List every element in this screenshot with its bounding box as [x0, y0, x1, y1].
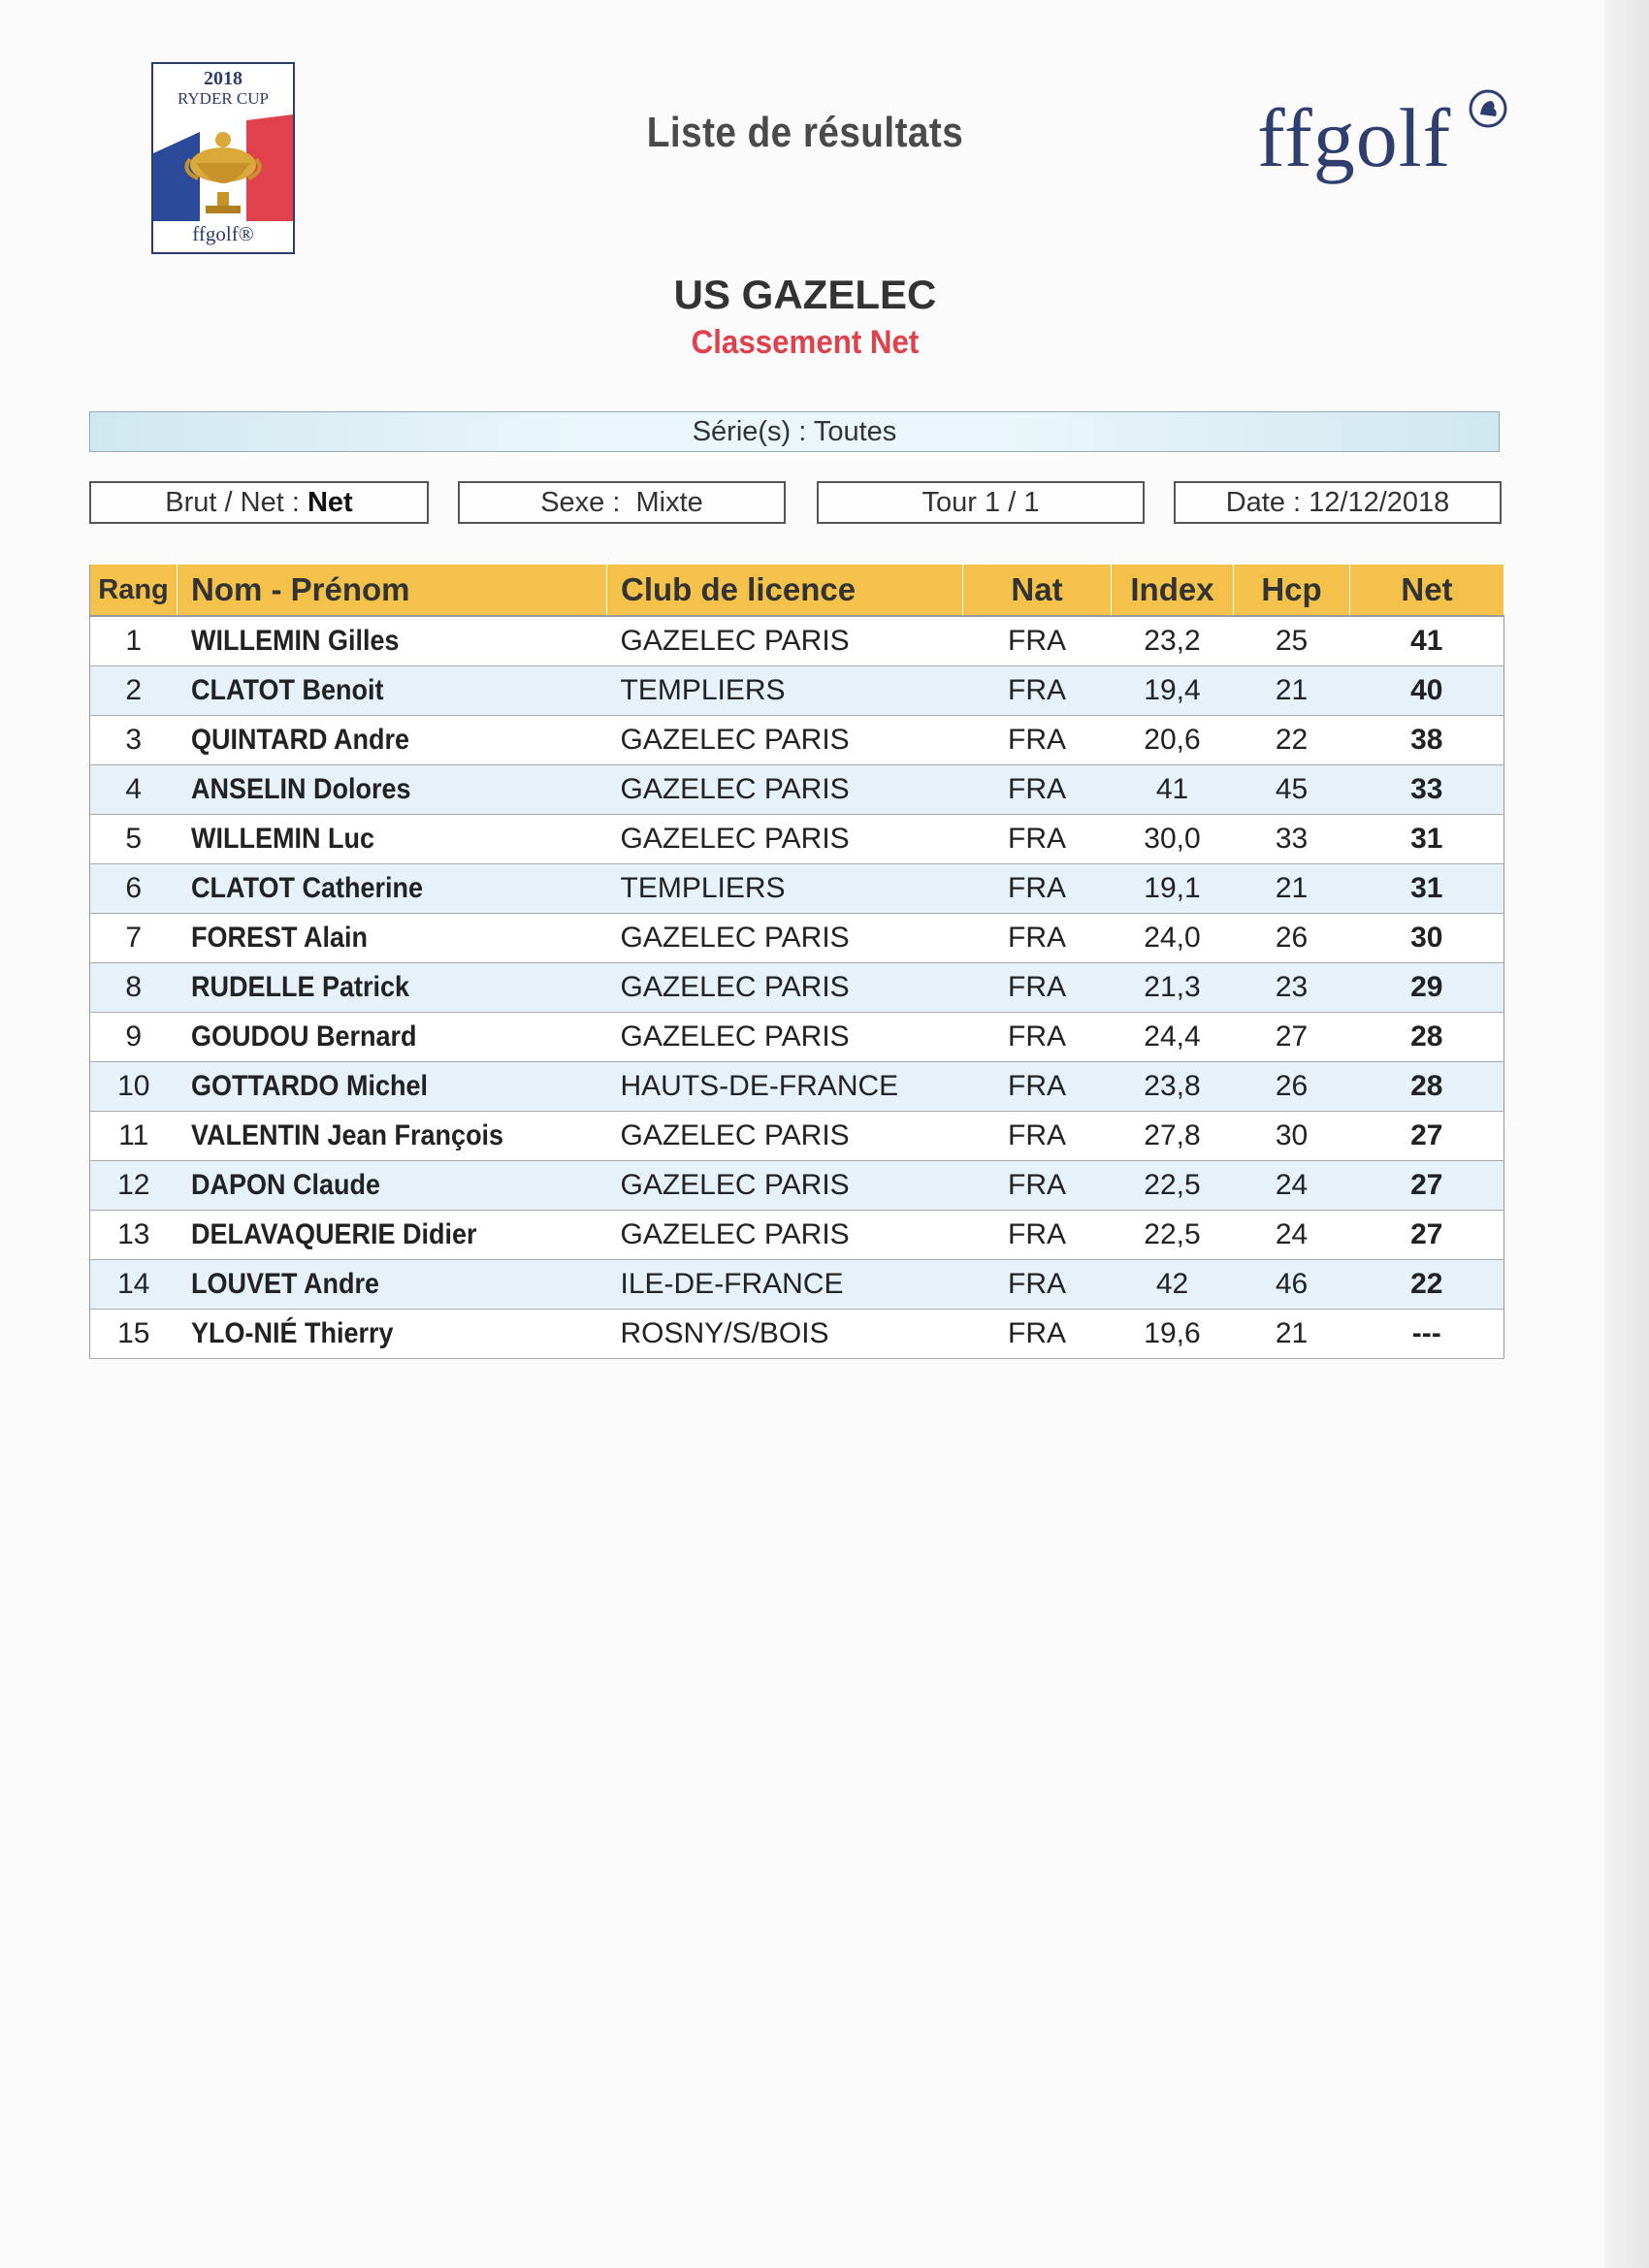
cell-rang-text: 5	[125, 823, 143, 855]
cell-hcp-text: 21	[1275, 1317, 1309, 1349]
cell-hcp	[1234, 1013, 1350, 1062]
cell-nat	[963, 1112, 1112, 1161]
cell-index	[1112, 815, 1234, 864]
club-title: US GAZELEC	[673, 272, 937, 317]
cell-rang	[90, 616, 178, 666]
cell-club	[607, 1161, 963, 1211]
cell-rang-text: 14	[117, 1268, 150, 1300]
cell-nom	[178, 765, 607, 815]
cell-rang-text: 3	[125, 724, 143, 756]
cell-rang-text: 13	[117, 1218, 150, 1250]
cell-hcp	[1234, 1062, 1350, 1112]
cell-index	[1112, 914, 1234, 963]
cell-rang	[90, 666, 178, 716]
cell-nom-text: VALENTIN Jean François	[190, 1119, 503, 1151]
cell-nat-text: FRA	[1008, 1070, 1066, 1102]
cell-nat	[963, 1013, 1112, 1062]
cell-index-text: 22,5	[1144, 1218, 1201, 1250]
cell-rang	[90, 1062, 178, 1112]
cell-index	[1112, 1211, 1234, 1260]
cell-nom	[178, 815, 607, 864]
cell-nat-text: FRA	[1008, 674, 1066, 706]
cell-nat-text: FRA	[1008, 1317, 1066, 1349]
cell-club	[607, 666, 963, 716]
cell-net	[1350, 963, 1504, 1013]
cell-net	[1350, 666, 1504, 716]
cell-net	[1350, 1062, 1504, 1112]
cell-index-text: 23,2	[1144, 625, 1201, 657]
header-net: Net	[1350, 565, 1504, 616]
cell-nat	[963, 616, 1112, 666]
ffgolf-brand-logo: ffgolf	[1257, 91, 1452, 184]
cell-nom-text: CLATOT Catherine	[190, 872, 423, 904]
cell-hcp-text: 26	[1275, 922, 1309, 954]
cell-net-text: 30	[1410, 922, 1443, 954]
cell-club	[607, 716, 963, 765]
table-row	[90, 1013, 1504, 1062]
cell-hcp	[1234, 1112, 1350, 1161]
cell-nom-text: QUINTARD Andre	[190, 724, 409, 756]
cell-club	[607, 1062, 963, 1112]
cell-rang-text: 10	[117, 1070, 150, 1102]
sexe-box: Sexe : Mixte	[458, 481, 786, 524]
tour-box: Tour 1 / 1	[817, 481, 1145, 524]
cell-rang	[90, 1013, 178, 1062]
cell-hcp	[1234, 1260, 1350, 1310]
cell-nat	[963, 666, 1112, 716]
cell-rang-text: 2	[125, 674, 143, 706]
cell-club	[607, 1260, 963, 1310]
cell-nat	[963, 864, 1112, 914]
cell-index	[1112, 1062, 1234, 1112]
ryder-cup-name: RYDER CUP	[178, 89, 269, 108]
cell-club-text: GAZELEC PARIS	[620, 971, 850, 1003]
rooster-icon	[1467, 87, 1509, 130]
cell-index	[1112, 666, 1234, 716]
cell-nat-text: FRA	[1008, 1268, 1066, 1300]
cell-index	[1112, 765, 1234, 815]
cell-net-text: 29	[1410, 971, 1443, 1003]
table-row	[90, 815, 1504, 864]
cell-index-text: 30,0	[1144, 823, 1201, 855]
cell-club	[607, 1310, 963, 1359]
cell-club-text: GAZELEC PARIS	[620, 773, 850, 805]
cell-net	[1350, 1260, 1504, 1310]
cell-net	[1350, 914, 1504, 963]
header-nom: Nom - Prénom	[178, 565, 607, 616]
cell-club	[607, 914, 963, 963]
cell-index	[1112, 716, 1234, 765]
table-row	[90, 1260, 1504, 1310]
cell-index	[1112, 1310, 1234, 1359]
cell-nom-text: DELAVAQUERIE Didier	[190, 1218, 477, 1250]
cell-club	[607, 963, 963, 1013]
date-box: Date : 12/12/2018	[1174, 481, 1502, 524]
cell-club	[607, 864, 963, 914]
cell-hcp	[1234, 1161, 1350, 1211]
cell-nat	[963, 765, 1112, 815]
cell-hcp	[1234, 815, 1350, 864]
cell-rang-text: 9	[125, 1021, 143, 1053]
table-row	[90, 864, 1504, 914]
cell-rang-text: 1	[125, 625, 143, 657]
cell-index-text: 41	[1155, 773, 1189, 805]
cell-nom	[178, 1260, 607, 1310]
cell-nat-text: FRA	[1008, 872, 1066, 904]
header-rang: Rang	[90, 565, 178, 616]
cell-nom	[178, 1310, 607, 1359]
cell-net	[1350, 1013, 1504, 1062]
cell-net	[1350, 716, 1504, 765]
table-row	[90, 716, 1504, 765]
cell-club	[607, 616, 963, 666]
header-index: Index	[1112, 565, 1234, 616]
cell-net	[1350, 1161, 1504, 1211]
table-row	[90, 1211, 1504, 1260]
cell-hcp-text: 24	[1275, 1169, 1309, 1201]
results-body	[90, 616, 1504, 1359]
cell-club	[607, 815, 963, 864]
ryder-cup-logo	[151, 62, 295, 254]
cell-nat-text: FRA	[1008, 1169, 1066, 1201]
cell-hcp-text: 26	[1275, 1070, 1309, 1102]
cell-rang	[90, 716, 178, 765]
cell-nom-text: LOUVET Andre	[190, 1268, 379, 1300]
cell-nat	[963, 1310, 1112, 1359]
cell-index	[1112, 963, 1234, 1013]
cell-nom	[178, 616, 607, 666]
cell-nat-text: FRA	[1008, 773, 1066, 805]
cell-hcp-text: 46	[1275, 1268, 1309, 1300]
cell-rang-text: 8	[125, 971, 143, 1003]
cell-rang-text: 15	[117, 1317, 150, 1349]
cell-rang-text: 7	[125, 922, 143, 954]
cell-index-text: 24,0	[1144, 922, 1201, 954]
trophy-flag-icon	[153, 114, 293, 221]
cell-rang	[90, 815, 178, 864]
cell-index-text: 24,4	[1144, 1021, 1201, 1053]
cell-nom	[178, 1062, 607, 1112]
cell-hcp	[1234, 765, 1350, 815]
cell-nom-text: DAPON Claude	[190, 1169, 380, 1201]
cell-club-text: GAZELEC PARIS	[620, 1021, 850, 1053]
cell-net	[1350, 616, 1504, 666]
cell-rang	[90, 914, 178, 963]
cell-nat	[963, 815, 1112, 864]
ryder-ffgolf-text: ffgolf®	[192, 222, 254, 245]
cell-rang	[90, 1310, 178, 1359]
cell-club-text: GAZELEC PARIS	[620, 823, 850, 855]
cell-nat-text: FRA	[1008, 724, 1066, 756]
cell-club-text: TEMPLIERS	[620, 872, 786, 904]
cell-net-text: 40	[1410, 674, 1443, 706]
cell-index-text: 21,3	[1144, 971, 1201, 1003]
table-row	[90, 963, 1504, 1013]
cell-nom-text: FOREST Alain	[190, 922, 368, 954]
cell-index-text: 19,4	[1144, 674, 1201, 706]
cell-net	[1350, 1211, 1504, 1260]
cell-nat-text: FRA	[1008, 1218, 1066, 1250]
header-club: Club de licence	[607, 565, 963, 616]
cell-index-text: 27,8	[1144, 1119, 1201, 1151]
cell-nom	[178, 716, 607, 765]
cell-nom	[178, 1112, 607, 1161]
cell-nat-text: FRA	[1008, 1119, 1066, 1151]
cell-hcp-text: 33	[1275, 823, 1309, 855]
cell-club-text: GAZELEC PARIS	[620, 1119, 850, 1151]
cell-rang	[90, 1211, 178, 1260]
cell-club	[607, 1013, 963, 1062]
cell-rang	[90, 1112, 178, 1161]
cell-club	[607, 765, 963, 815]
cell-club-text: ROSNY/S/BOIS	[620, 1317, 829, 1349]
results-table	[89, 565, 1504, 1359]
cell-hcp-text: 24	[1275, 1218, 1309, 1250]
cell-hcp-text: 30	[1275, 1119, 1309, 1151]
cell-index	[1112, 864, 1234, 914]
cell-net-text: ---	[1411, 1317, 1441, 1349]
cell-net-text: 41	[1410, 625, 1443, 657]
cell-nom	[178, 914, 607, 963]
cell-index-text: 20,6	[1144, 724, 1201, 756]
cell-net	[1350, 864, 1504, 914]
cell-club-text: ILE-DE-FRANCE	[620, 1268, 844, 1300]
table-row	[90, 616, 1504, 666]
cell-nat	[963, 963, 1112, 1013]
cell-hcp	[1234, 666, 1350, 716]
cell-net-text: 33	[1410, 773, 1443, 805]
cell-nat	[963, 1062, 1112, 1112]
classement-title: Classement Net	[691, 324, 920, 361]
cell-nat-text: FRA	[1008, 1021, 1066, 1053]
cell-nat-text: FRA	[1008, 625, 1066, 657]
cell-nat	[963, 716, 1112, 765]
cell-net-text: 31	[1410, 872, 1443, 904]
cell-nom	[178, 1013, 607, 1062]
cell-index	[1112, 616, 1234, 666]
cell-nom	[178, 864, 607, 914]
cell-net	[1350, 1310, 1504, 1359]
cell-index-text: 22,5	[1144, 1169, 1201, 1201]
cell-index	[1112, 1013, 1234, 1062]
table-header-row	[90, 565, 1504, 616]
cell-hcp	[1234, 963, 1350, 1013]
cell-club	[607, 1211, 963, 1260]
cell-nat	[963, 1161, 1112, 1211]
cell-nat	[963, 1260, 1112, 1310]
cell-club-text: GAZELEC PARIS	[620, 922, 850, 954]
cell-net-text: 27	[1410, 1218, 1443, 1250]
cell-index-text: 42	[1155, 1268, 1189, 1300]
document-title: Liste de résultats	[646, 109, 964, 156]
table-row	[90, 666, 1504, 716]
header-hcp: Hcp	[1234, 565, 1350, 616]
cell-index-text: 19,1	[1144, 872, 1201, 904]
cell-rang-text: 12	[117, 1169, 150, 1201]
cell-nat	[963, 914, 1112, 963]
cell-nom-text: WILLEMIN Luc	[190, 823, 374, 855]
cell-rang	[90, 1260, 178, 1310]
table-row	[90, 1062, 1504, 1112]
cell-hcp	[1234, 1310, 1350, 1359]
table-row	[90, 1161, 1504, 1211]
cell-nom	[178, 666, 607, 716]
cell-nom-text: ANSELIN Dolores	[190, 773, 411, 805]
table-row	[90, 914, 1504, 963]
cell-hcp-text: 21	[1275, 872, 1309, 904]
cell-nom-text: CLATOT Benoit	[190, 674, 383, 706]
table-row	[90, 765, 1504, 815]
cell-net-text: 31	[1410, 823, 1443, 855]
cell-net	[1350, 1112, 1504, 1161]
cell-hcp-text: 27	[1275, 1021, 1309, 1053]
cell-index	[1112, 1161, 1234, 1211]
cell-club-text: GAZELEC PARIS	[620, 1169, 850, 1201]
cell-nom	[178, 963, 607, 1013]
cell-hcp-text: 45	[1275, 773, 1309, 805]
cell-nom-text: YLO-NIÉ Thierry	[190, 1317, 394, 1349]
cell-club-text: HAUTS-DE-FRANCE	[620, 1070, 899, 1102]
cell-nom-text: GOTTARDO Michel	[190, 1070, 428, 1102]
cell-club-text: GAZELEC PARIS	[620, 625, 850, 657]
cell-rang	[90, 1161, 178, 1211]
cell-rang	[90, 864, 178, 914]
ryder-cup-year: 2018	[204, 68, 242, 89]
cell-index	[1112, 1260, 1234, 1310]
cell-hcp	[1234, 914, 1350, 963]
cell-net-text: 27	[1410, 1119, 1443, 1151]
cell-hcp	[1234, 616, 1350, 666]
cell-net-text: 22	[1410, 1268, 1443, 1300]
cell-hcp-text: 22	[1275, 724, 1309, 756]
cell-nat-text: FRA	[1008, 922, 1066, 954]
cell-index-text: 19,6	[1144, 1317, 1201, 1349]
cell-net-text: 27	[1410, 1169, 1443, 1201]
series-banner: Série(s) : Toutes	[89, 411, 1500, 452]
cell-rang-text: 11	[118, 1119, 149, 1151]
cell-index	[1112, 1112, 1234, 1161]
cell-net	[1350, 765, 1504, 815]
cell-net-text: 28	[1410, 1070, 1443, 1102]
page-edge-shadow	[1604, 0, 1649, 2268]
cell-hcp-text: 21	[1275, 674, 1309, 706]
cell-nom	[178, 1161, 607, 1211]
cell-hcp	[1234, 1211, 1350, 1260]
cell-nom	[178, 1211, 607, 1260]
cell-club	[607, 1112, 963, 1161]
cell-nom-text: WILLEMIN Gilles	[190, 625, 400, 657]
cell-hcp-text: 23	[1275, 971, 1309, 1003]
cell-rang-text: 4	[125, 773, 143, 805]
cell-index-text: 23,8	[1144, 1070, 1201, 1102]
cell-nom-text: RUDELLE Patrick	[190, 971, 409, 1003]
cell-nom-text: GOUDOU Bernard	[190, 1021, 417, 1053]
cell-rang	[90, 963, 178, 1013]
cell-net-text: 38	[1410, 724, 1443, 756]
cell-nat-text: FRA	[1008, 971, 1066, 1003]
cell-nat-text: FRA	[1008, 823, 1066, 855]
brut-net-value: Net	[307, 487, 353, 518]
cell-net	[1350, 815, 1504, 864]
cell-hcp-text: 25	[1275, 625, 1309, 657]
cell-club-text: GAZELEC PARIS	[620, 724, 850, 756]
cell-hcp	[1234, 716, 1350, 765]
table-row	[90, 1310, 1504, 1359]
cell-net-text: 28	[1410, 1021, 1443, 1053]
cell-rang-text: 6	[125, 872, 143, 904]
brut-net-box	[89, 481, 429, 524]
brut-net-label: Brut / Net :	[165, 487, 300, 518]
cell-club-text: GAZELEC PARIS	[620, 1218, 850, 1250]
cell-hcp	[1234, 864, 1350, 914]
cell-nat	[963, 1211, 1112, 1260]
table-row	[90, 1112, 1504, 1161]
cell-club-text: TEMPLIERS	[620, 674, 786, 706]
header-nat: Nat	[963, 565, 1112, 616]
cell-rang	[90, 765, 178, 815]
